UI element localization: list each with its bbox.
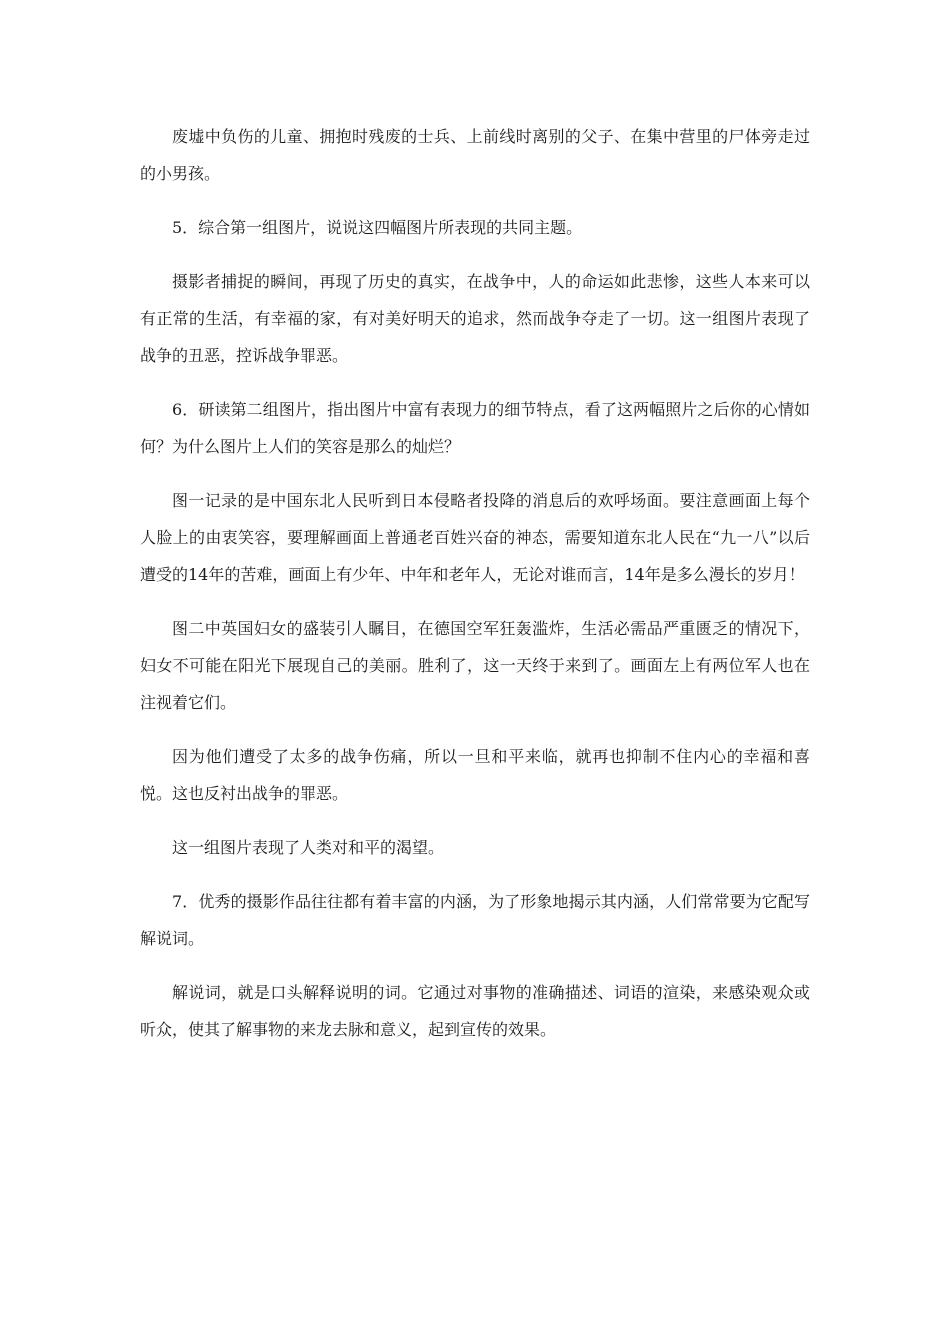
answer-7-definition: 解说词，就是口头解释说明的词。它通过对事物的准确描述、词语的渲染，来感染观众或听众，使其了解事物的来龙去脉和意义，起到宣传的效果。	[140, 983, 810, 1039]
paragraph-photo-list: 废墟中负伤的儿童、拥抱时残废的士兵、上前线时离别的父子、在集中营里的尸体旁走过的小男孩。	[140, 127, 810, 183]
answer-6-image-1: 图一记录的是中国东北人民听到日本侵略者投降的消息后的欢呼场面。要注意画面上每个人脸上的由衷笑容，要理解画面上普通老百姓兴奋的神态，需要知道东北人民在“九一八”以后遭受的14年的苦难，画面上有少年、中年和老年人，无论对谁而言，14年是多么漫长的岁月！	[140, 491, 810, 584]
question-6: 6．研读第二组图片，指出图片中富有表现力的细节特点，看了这两幅照片之后你的心情如何？为什么图片上人们的笑容是那么的灿烂？	[140, 400, 810, 456]
answer-6-reason: 因为他们遭受了太多的战争伤痛，所以一旦和平来临，就再也抑制不住内心的幸福和喜悦。这也反衬出战争的罪恶。	[140, 747, 810, 803]
question-7: 7．优秀的摄影作品往往都有着丰富的内涵，为了形象地揭示其内涵，人们常常要为它配写解说词。	[140, 892, 810, 948]
question-5: 5．综合第一组图片，说说这四幅图片所表现的共同主题。	[172, 218, 583, 237]
answer-6-theme: 这一组图片表现了人类对和平的渴望。	[172, 838, 445, 857]
answer-5: 摄影者捕捉的瞬间，再现了历史的真实，在战争中，人的命运如此悲惨，这些人本来可以有正常的生活，有幸福的家，有对美好明天的追求，然而战争夺走了一切。这一组图片表现了战争的丑恶，控诉战争罪恶。	[140, 272, 810, 365]
answer-6-image-2: 图二中英国妇女的盛装引人瞩目，在德国空军狂轰滥炸，生活必需品严重匮乏的情况下，妇女不可能在阳光下展现自己的美丽。胜利了，这一天终于来到了。画面左上有两位军人也在注视着它们。	[140, 619, 810, 712]
document-body	[140, 118, 810, 1065]
